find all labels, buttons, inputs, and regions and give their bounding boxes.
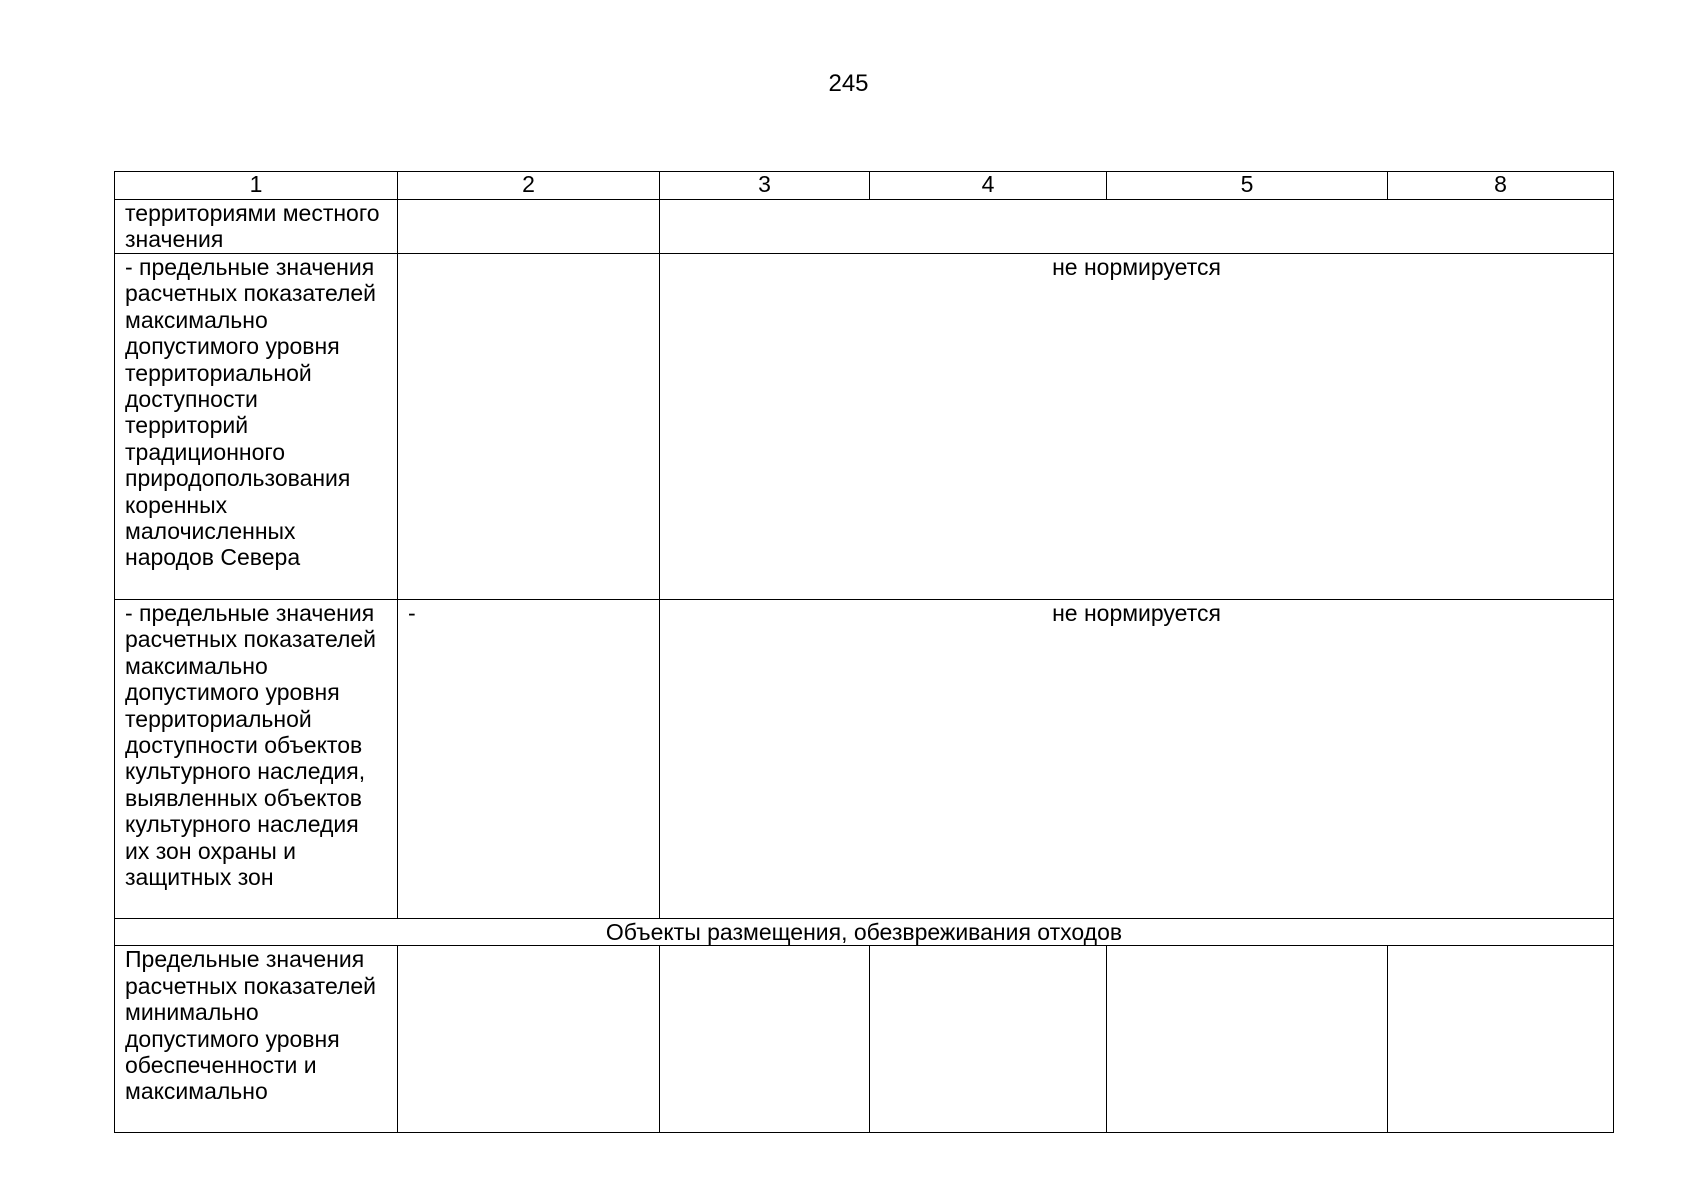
row5-cell-2 — [398, 946, 660, 1133]
table-row — [115, 946, 1614, 1133]
row1-cell-2 — [398, 200, 660, 254]
row5-cell-8 — [1388, 946, 1614, 1133]
row3-cell-2: - — [398, 600, 660, 919]
row3-indicator-cell: - предельные значения расчетных показателей максимально допустимого уровня территориальной доступности объектов культурного наследия, выявленных объектов культурного наследия их зон охраны и защитных зон — [115, 600, 398, 919]
section-title: Объекты размещения, обезвреживания отходов — [115, 919, 1614, 946]
page-number: 245 — [828, 70, 869, 97]
row1-indicator-cell: территориями местного значения — [115, 200, 398, 254]
table-row — [115, 600, 1614, 919]
header-row — [115, 172, 1614, 200]
row5-indicator-cell: Предельные значения расчетных показателей минимально допустимого уровня обеспеченности и максимально — [115, 946, 398, 1133]
row5-cell-5 — [1107, 946, 1388, 1133]
row5-cell-3 — [660, 946, 870, 1133]
row3-merged-cell: не нормируется — [660, 600, 1614, 919]
table-row — [115, 254, 1614, 600]
header-cell-3: 3 — [660, 172, 870, 200]
row1-merged-cell — [660, 200, 1614, 254]
row2-indicator-cell: - предельные значения расчетных показателей максимально допустимого уровня территориальной доступности территорий традиционного природопользования коренных малочисленных народов Севера — [115, 254, 398, 600]
row2-cell-2 — [398, 254, 660, 600]
header-cell-4: 4 — [870, 172, 1107, 200]
section-row — [115, 919, 1614, 946]
table-row — [115, 200, 1614, 254]
row5-cell-4 — [870, 946, 1107, 1133]
norms-table — [114, 171, 1614, 1133]
header-cell-5: 5 — [1107, 172, 1388, 200]
header-cell-2: 2 — [398, 172, 660, 200]
header-cell-8: 8 — [1388, 172, 1614, 200]
row2-merged-cell: не нормируется — [660, 254, 1614, 600]
header-cell-1: 1 — [115, 172, 398, 200]
